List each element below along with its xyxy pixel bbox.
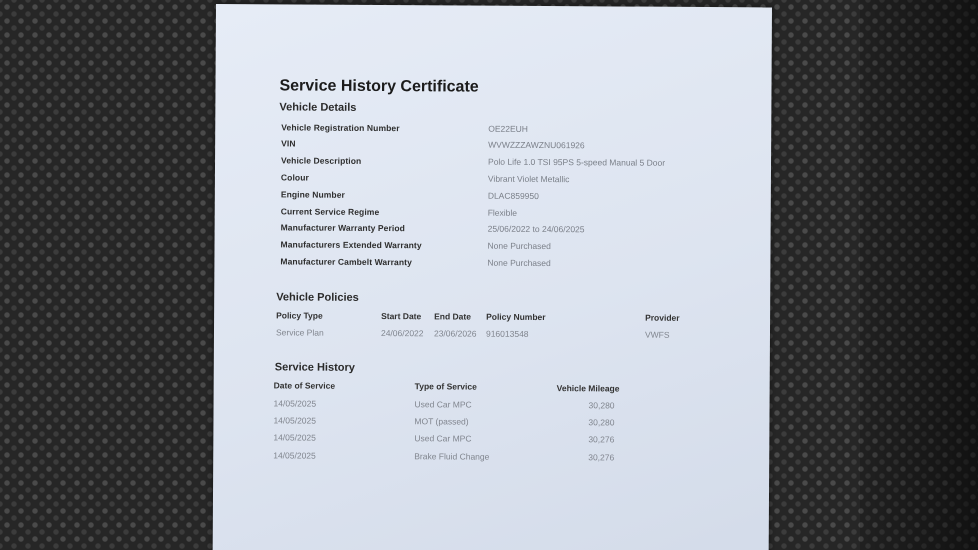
- vehicle-mileage-header: Vehicle Mileage: [556, 383, 620, 394]
- detail-label: Current Service Regime: [280, 206, 380, 218]
- detail-value: Polo Life 1.0 TSI 95PS 5-speed Manual 5 Door: [488, 156, 666, 168]
- detail-label: VIN: [281, 138, 296, 149]
- policy-number-cell: 916013548: [485, 328, 529, 339]
- detail-value: OE22EUH: [488, 123, 528, 134]
- detail-value: None Purchased: [487, 240, 551, 252]
- policy-type-cell: Service Plan: [275, 327, 324, 338]
- start-date-cell: 24/06/2022: [380, 328, 424, 339]
- service-history-heading: Service History: [274, 361, 355, 374]
- detail-label: Vehicle Description: [281, 155, 362, 166]
- detail-value: 25/06/2022 to 24/06/2025: [487, 223, 585, 235]
- service-date-cell: 14/05/2025: [273, 432, 316, 443]
- detail-label: Manufacturers Extended Warranty: [280, 239, 422, 251]
- date-of-service-header: Date of Service: [273, 380, 336, 391]
- policy-type-header: Policy Type: [276, 310, 323, 321]
- detail-row: [281, 189, 741, 208]
- policy-number-header: Policy Number: [486, 311, 546, 323]
- detail-row: [281, 222, 741, 241]
- provider-cell: VWFS: [644, 329, 670, 340]
- service-date-cell: 14/05/2025: [273, 398, 317, 409]
- end-date-cell: 23/06/2026: [433, 328, 477, 339]
- detail-row: [280, 256, 740, 275]
- vehicle-policies-heading: Vehicle Policies: [276, 291, 359, 304]
- type-of-service-header: Type of Service: [414, 381, 477, 392]
- seat-shadow: [860, 0, 978, 550]
- service-type-cell: Used Car MPC: [414, 399, 472, 410]
- certificate-paper: [213, 4, 772, 550]
- detail-label: Vehicle Registration Number: [281, 122, 400, 134]
- detail-value: Flexible: [487, 207, 518, 218]
- end-date-header: End Date: [434, 311, 471, 322]
- service-date-cell: 14/05/2025: [273, 415, 317, 426]
- detail-row: [280, 239, 740, 258]
- detail-label: Colour: [280, 172, 309, 183]
- detail-value: Vibrant Violet Metallic: [487, 173, 570, 185]
- service-type-cell: Used Car MPC: [414, 433, 472, 444]
- vehicle-details-heading: Vehicle Details: [279, 101, 357, 114]
- detail-label: Manufacturer Warranty Period: [280, 222, 406, 234]
- service-mileage-cell: 30,276: [588, 452, 615, 463]
- detail-row: [281, 172, 741, 191]
- start-date-header: Start Date: [381, 311, 422, 322]
- detail-value: WVWZZZAWZNU061926: [488, 139, 585, 151]
- detail-label: Engine Number: [280, 189, 345, 200]
- provider-header: Provider: [645, 312, 680, 323]
- detail-value: DLAC859950: [487, 190, 539, 201]
- document-title: Service History Certificate: [279, 77, 479, 96]
- detail-row: [281, 138, 741, 157]
- service-date-cell: 14/05/2025: [273, 450, 316, 461]
- service-type-cell: MOT (passed): [414, 416, 469, 427]
- detail-label: Manufacturer Cambelt Warranty: [280, 256, 412, 268]
- service-mileage-cell: 30,276: [588, 434, 615, 445]
- detail-value: None Purchased: [487, 257, 551, 269]
- service-type-cell: Brake Fluid Change: [414, 451, 490, 462]
- detail-row: [281, 155, 741, 174]
- service-mileage-cell: 30,280: [588, 417, 615, 428]
- service-mileage-cell: 30,280: [588, 400, 615, 411]
